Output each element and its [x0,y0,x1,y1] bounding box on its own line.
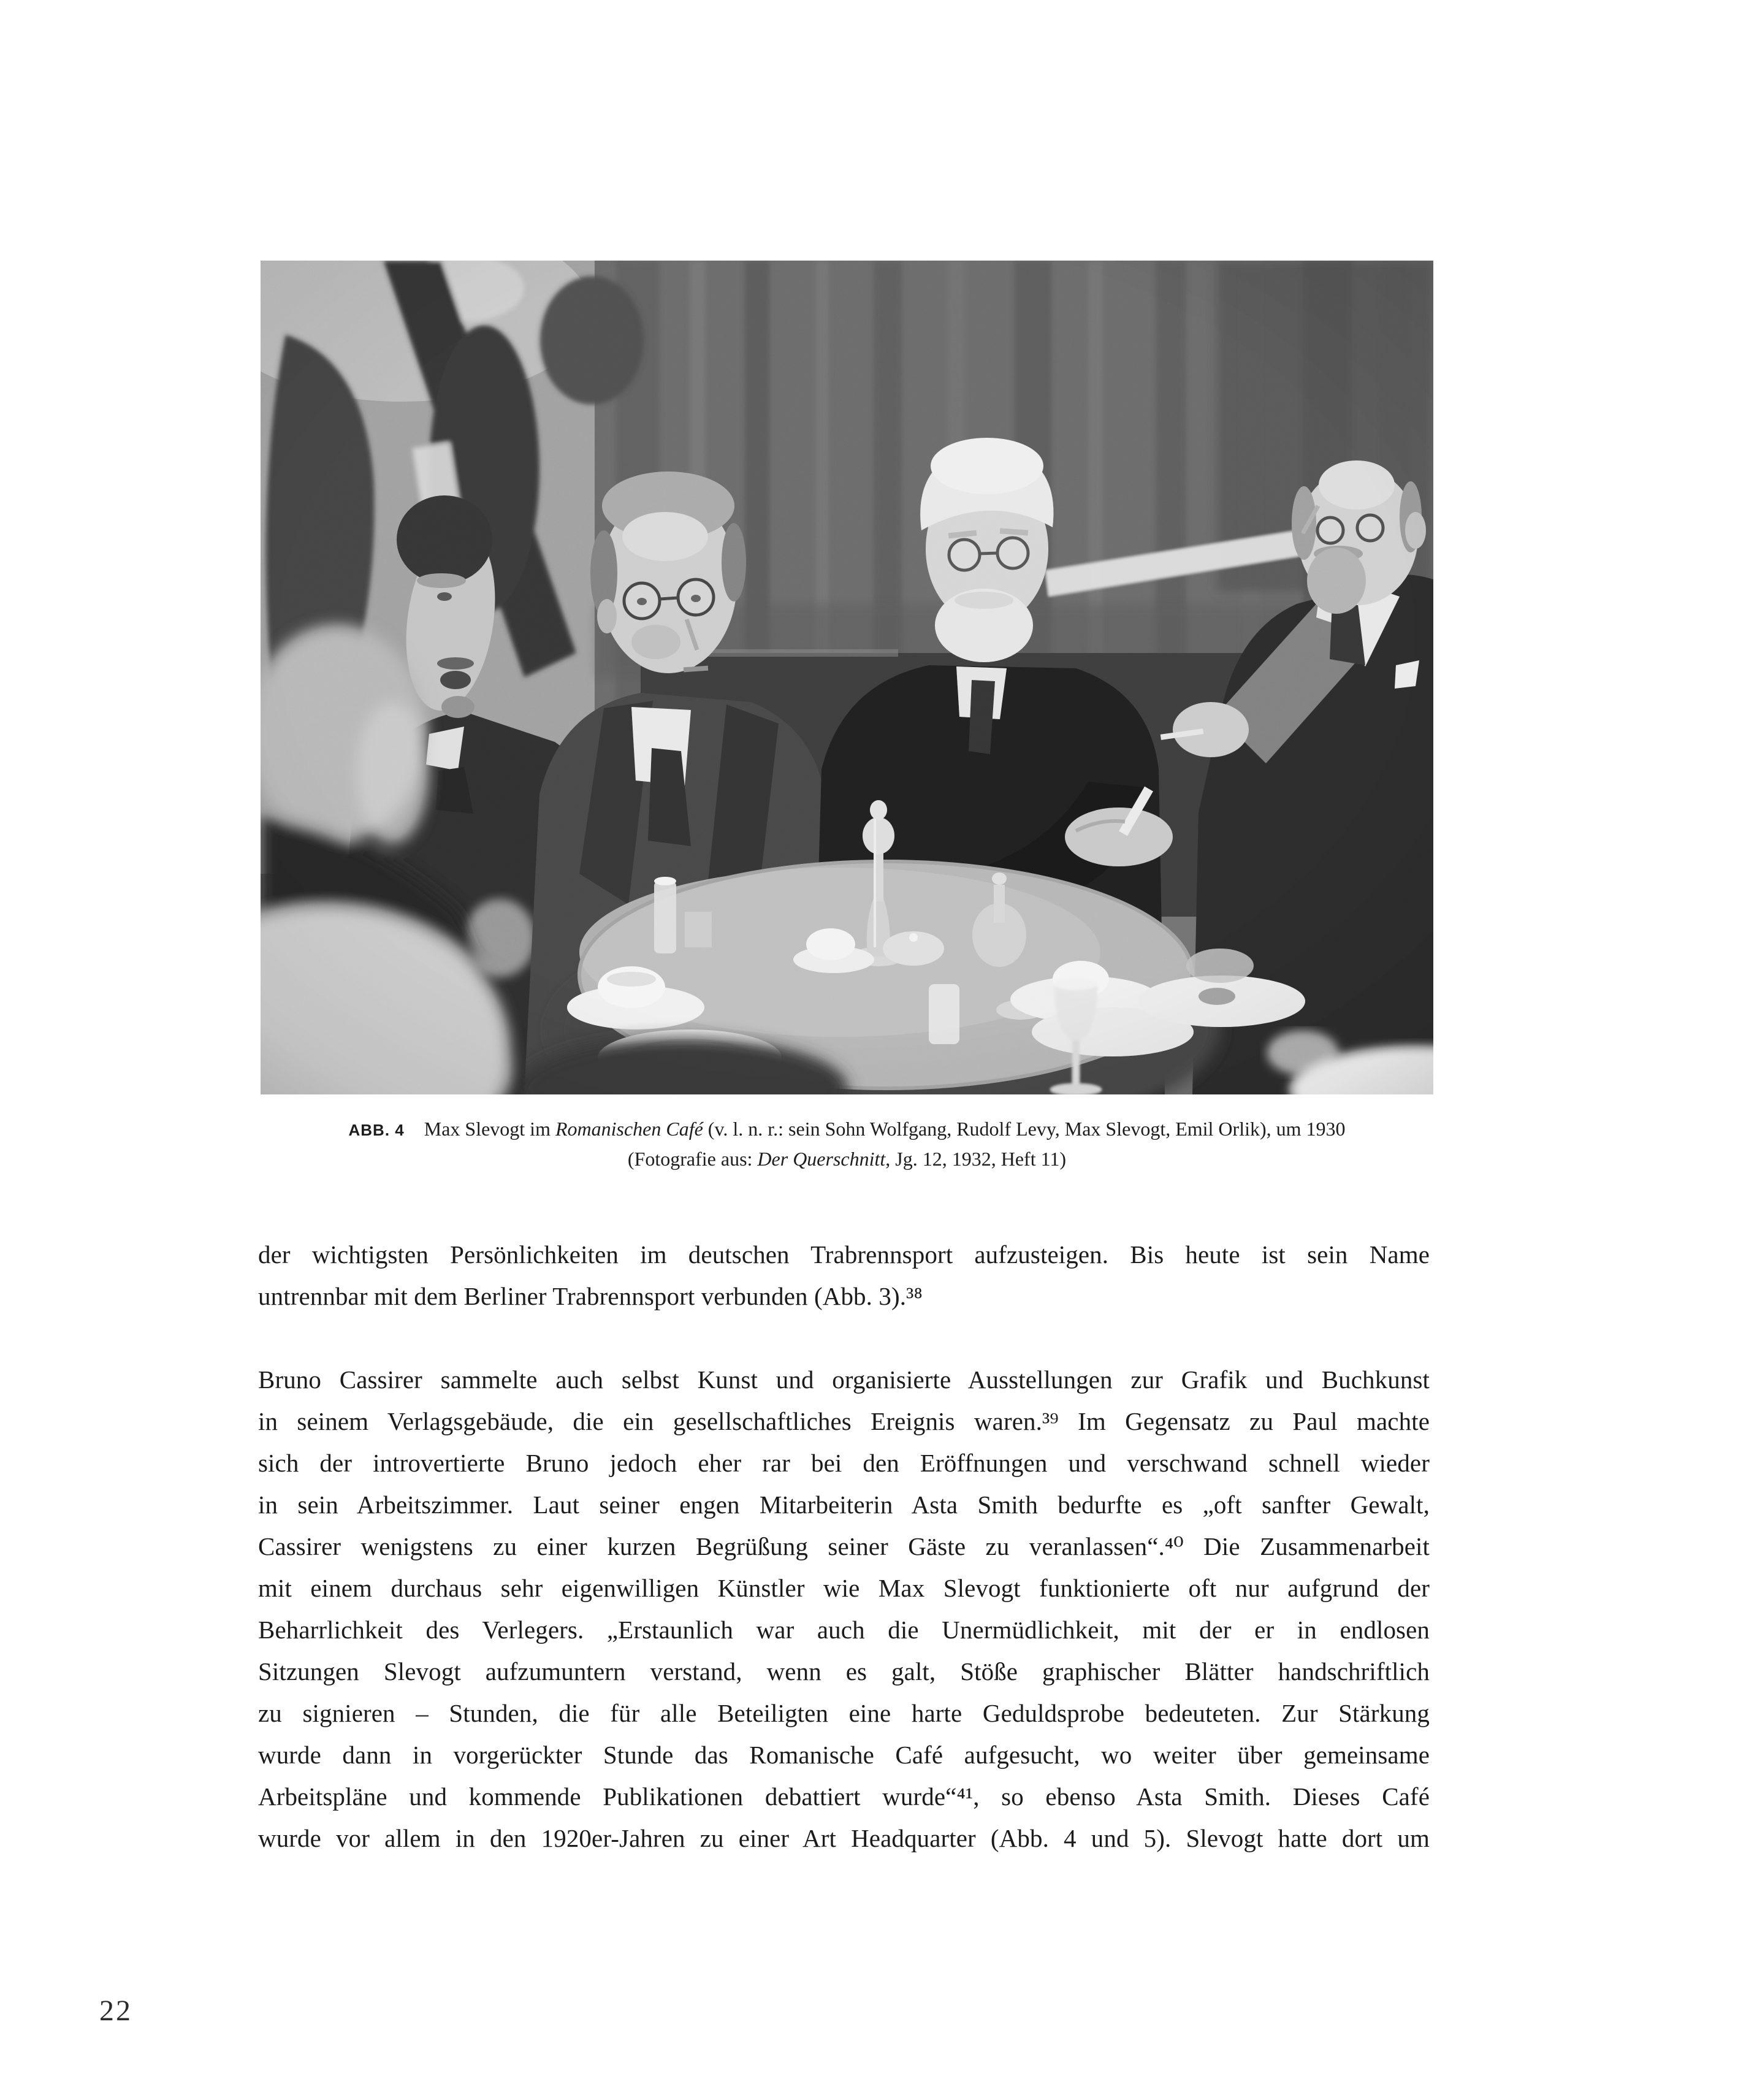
caption-line-2 [261,1145,1433,1174]
text-line: zu signieren – Stunden, die für alle Beteiligten eine harte Geduldsprobe bedeuteten. Zur Stärkung [258,1699,1430,1727]
page-number: 22 [99,1995,132,2027]
caption-text-post: (v. l. n. r.: sein Sohn Wolfgang, Rudolf Levy, Max Slevogt, Emil Orlik), um 1930 [703,1118,1346,1140]
text-line: Beharrlichkeit des Verlegers. „Erstaunlich war auch die Unermüdlichkeit, mit der er in endlosen [258,1616,1430,1644]
text-line: untrennbar mit dem Berliner Trabrennsport verbunden (Abb. 3).³⁸ [258,1282,923,1310]
text-line: mit einem durchaus sehr eigenwilligen Künstler wie Max Slevogt funktionierte oft nur aufgrund der [258,1574,1430,1602]
caption-text-pre: Max Slevogt im [424,1118,555,1140]
text-line: Bruno Cassirer sammelte auch selbst Kunst und organisierte Ausstellungen zur Grafik und Buchkunst [258,1365,1430,1394]
text-line: sich der introvertierte Bruno jedoch eher rar bei den Eröffnungen und verschwand schnell wieder [258,1449,1430,1477]
caption-source-pre: (Fotografie aus: [627,1148,758,1170]
text-line: in seinem Verlagsgebäude, die ein gesellschaftliches Ereignis waren.³⁹ Im Gegensatz zu Paul machte [258,1407,1430,1435]
caption-label: ABB. 4 [348,1121,405,1139]
caption-text-italic: Romanischen Café [555,1118,703,1140]
paragraph-2 [258,1359,1430,1859]
paragraph-1 [258,1234,1430,1317]
text-line: Arbeitspläne und kommende Publikationen debattiert wurde“⁴¹, so ebenso Asta Smith. Dieses Café [258,1782,1430,1811]
text-line: wurde vor allem in den 1920er-Jahren zu einer Art Headquarter (Abb. 4 und 5). Slevogt hatte dort um [258,1824,1430,1852]
text-line: Sitzungen Slevogt aufzumuntern verstand, wenn es galt, Stöße graphischer Blätter handschriftlich [258,1657,1430,1686]
caption-source-italic: Der Querschnitt [757,1148,886,1170]
text-line: wurde dann in vorgerückter Stunde das Romanische Café aufgesucht, wo weiter über gemeinsame [258,1741,1430,1769]
body-text [258,1234,1430,1859]
cafe-photograph [261,261,1433,1094]
figure-caption [261,1115,1433,1174]
text-line: der wichtigsten Persönlichkeiten im deutschen Trabrennsport aufzusteigen. Bis heute ist sein Name [258,1240,1430,1269]
caption-source-post: , Jg. 12, 1932, Heft 11) [885,1148,1067,1170]
figure-photo [261,261,1433,1094]
text-line: in sein Arbeitszimmer. Laut seiner engen Mitarbeiterin Asta Smith bedurfte es „oft sanfter Gewalt, [258,1491,1430,1519]
text-line: Cassirer wenigstens zu einer kurzen Begrüßung seiner Gäste zu veranlassen“.⁴⁰ Die Zusammenarbeit [258,1532,1430,1560]
caption-line-1 [261,1115,1433,1145]
